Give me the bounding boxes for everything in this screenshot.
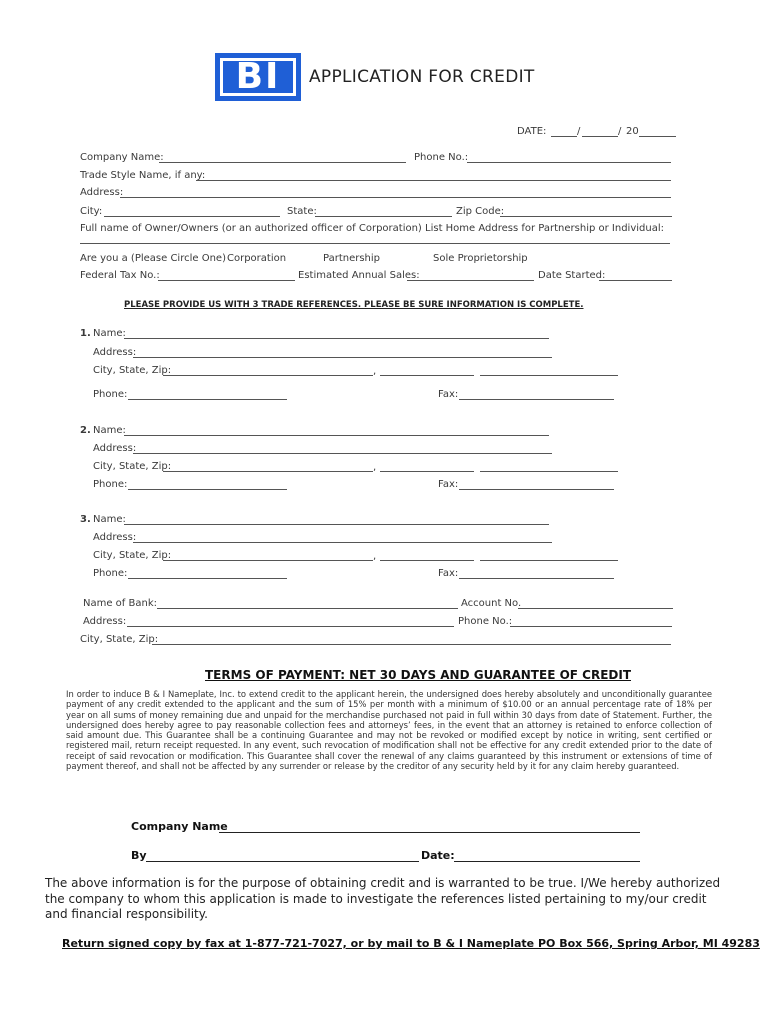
ref-1-zip-field[interactable] bbox=[480, 375, 618, 376]
ref-2-comma: , bbox=[373, 462, 377, 473]
circle-one-label: Are you a (Please Circle One) bbox=[80, 253, 226, 264]
ref-2-zip-field[interactable] bbox=[480, 471, 618, 472]
state-field[interactable] bbox=[315, 216, 452, 217]
phone-field[interactable] bbox=[467, 162, 671, 163]
bank-phone-field[interactable] bbox=[510, 626, 672, 627]
owners-label: Full name of Owner/Owners (or an authorized officer of Corporation) List Home Address for Partnership or Individual: bbox=[80, 223, 664, 234]
ref-3-address-field[interactable] bbox=[133, 542, 552, 543]
ref-2-name-label: Name: bbox=[93, 425, 126, 436]
sig-date-label: Date: bbox=[421, 849, 455, 862]
ref-3-name-field[interactable] bbox=[124, 524, 549, 525]
terms-body: In order to induce B & I Nameplate, Inc. to extend credit to the applicant herein, the undersigned does hereby absolutely and unconditionally guarantee payment of any credit extended to the applicant and the sum of 15% per month with a minimum of $10.00 or an annual percentage rate of 18% per year on all sums of money remaining due and unpaid for the merchandise purchased not paid in full within 30 days from date of Statement. Further, the undersigned does hereby agree to pay reasonable collection fees and attorneys’ fees, in the event that an attorney is retained to enforce collection of said amount due. This Guarantee shall be a continuing Guarantee and may not be revoked or modified except by notice in writing, sent certified or registered mail, return receipt requested. In any event, such revocation of modification shall not be effective for any credit extended prior to the date of receipt of said revocation or modification. This Guarantee shall cover the renewal of any claims guaranteed by this instrument or extensions of time of payment thereof, and shall not be affected by any surrender or release by the creditor of any security held by it for any claim hereby guaranteed. bbox=[66, 689, 712, 772]
bank-account-label: Account No. bbox=[461, 598, 522, 609]
bank-account-field[interactable] bbox=[518, 608, 673, 609]
ref-3-comma: , bbox=[373, 551, 377, 562]
ref-1-phone-label: Phone: bbox=[93, 389, 128, 400]
ref-3-number: 3. bbox=[80, 514, 91, 525]
date-started-field[interactable] bbox=[599, 280, 672, 281]
page-title: APPLICATION FOR CREDIT bbox=[309, 67, 535, 87]
date-day-field[interactable] bbox=[582, 136, 618, 137]
bank-address-field[interactable] bbox=[127, 626, 454, 627]
ref-1-fax-label: Fax: bbox=[438, 389, 459, 400]
sig-company-name-label: Company Name bbox=[131, 820, 228, 833]
ref-3-zip-field[interactable] bbox=[480, 560, 618, 561]
bank-name-field[interactable] bbox=[157, 608, 458, 609]
trade-style-field[interactable] bbox=[196, 180, 671, 181]
trade-style-label: Trade Style Name, if any: bbox=[80, 170, 206, 181]
ref-1-fax-field[interactable] bbox=[459, 399, 614, 400]
bank-phone-label: Phone No.: bbox=[458, 616, 513, 627]
annual-sales-label: Estimated Annual Sales: bbox=[298, 270, 420, 281]
date-sep-2: / bbox=[618, 126, 622, 137]
date-year-prefix: 20 bbox=[626, 126, 639, 137]
references-heading: PLEASE PROVIDE US WITH 3 TRADE REFERENCES. PLEASE BE SURE INFORMATION IS COMPLETE. bbox=[124, 300, 584, 310]
ref-3-fax-label: Fax: bbox=[438, 568, 459, 579]
ref-1-city-field[interactable] bbox=[163, 375, 373, 376]
ref-1-city-label: City, State, Zip: bbox=[93, 365, 172, 376]
date-month-field[interactable] bbox=[551, 136, 577, 137]
bi-logo-text: BI bbox=[220, 58, 296, 96]
sig-by-field[interactable] bbox=[146, 861, 419, 862]
ref-3-city-label: City, State, Zip: bbox=[93, 550, 172, 561]
date-year-field[interactable] bbox=[639, 136, 676, 137]
option-partnership[interactable]: Partnership bbox=[323, 253, 381, 264]
ref-1-number: 1. bbox=[80, 328, 91, 339]
ref-2-fax-field[interactable] bbox=[459, 489, 614, 490]
ref-1-name-field[interactable] bbox=[124, 338, 549, 339]
ref-3-fax-field[interactable] bbox=[459, 578, 614, 579]
city-field[interactable] bbox=[104, 216, 280, 217]
sig-by-label: By bbox=[131, 849, 147, 862]
ref-1-state-field[interactable] bbox=[380, 375, 474, 376]
bank-name-label: Name of Bank: bbox=[83, 598, 157, 609]
owners-field[interactable] bbox=[80, 243, 670, 244]
ref-1-comma: , bbox=[373, 366, 377, 377]
ref-3-phone-label: Phone: bbox=[93, 568, 128, 579]
ref-3-city-field[interactable] bbox=[163, 560, 373, 561]
annual-sales-field[interactable] bbox=[407, 280, 534, 281]
sig-company-name-field[interactable] bbox=[219, 832, 640, 833]
ref-2-name-field[interactable] bbox=[124, 435, 549, 436]
option-sole-proprietorship[interactable]: Sole Proprietorship bbox=[433, 253, 528, 264]
ref-2-phone-field[interactable] bbox=[128, 489, 287, 490]
sig-date-field[interactable] bbox=[454, 861, 640, 862]
ref-2-fax-label: Fax: bbox=[438, 479, 459, 490]
ref-1-address-label: Address: bbox=[93, 347, 137, 358]
ref-3-address-label: Address: bbox=[93, 532, 137, 543]
ref-2-address-field[interactable] bbox=[133, 453, 552, 454]
ref-1-phone-field[interactable] bbox=[128, 399, 287, 400]
ref-2-city-field[interactable] bbox=[163, 471, 373, 472]
ref-3-name-label: Name: bbox=[93, 514, 126, 525]
federal-tax-field[interactable] bbox=[158, 280, 295, 281]
date-started-label: Date Started: bbox=[538, 270, 606, 281]
ref-1-address-field[interactable] bbox=[133, 357, 552, 358]
ref-3-phone-field[interactable] bbox=[128, 578, 287, 579]
zip-field[interactable] bbox=[500, 216, 672, 217]
address-label: Address: bbox=[80, 187, 124, 198]
federal-tax-label: Federal Tax No.: bbox=[80, 270, 160, 281]
company-name-field[interactable] bbox=[159, 162, 406, 163]
ref-2-phone-label: Phone: bbox=[93, 479, 128, 490]
ref-3-state-field[interactable] bbox=[380, 560, 474, 561]
ref-2-city-label: City, State, Zip: bbox=[93, 461, 172, 472]
bank-city-field[interactable] bbox=[152, 644, 671, 645]
bi-logo bbox=[215, 53, 301, 101]
ref-2-address-label: Address: bbox=[93, 443, 137, 454]
phone-label: Phone No.: bbox=[414, 152, 469, 163]
ref-1-name-label: Name: bbox=[93, 328, 126, 339]
terms-title: TERMS OF PAYMENT: NET 30 DAYS AND GUARANTEE OF CREDIT bbox=[205, 668, 631, 682]
date-label: DATE: bbox=[517, 126, 547, 137]
bank-city-label: City, State, Zip: bbox=[80, 634, 159, 645]
date-sep-1: / bbox=[577, 126, 581, 137]
bank-address-label: Address: bbox=[83, 616, 127, 627]
ref-2-number: 2. bbox=[80, 425, 91, 436]
return-instructions: Return signed copy by fax at 1-877-721-7027, or by mail to B & I Nameplate PO Box 566, Spring Arbor, MI 49283 bbox=[62, 937, 760, 950]
state-label: State: bbox=[287, 206, 317, 217]
company-name-label: Company Name: bbox=[80, 152, 164, 163]
city-label: City: bbox=[80, 206, 103, 217]
authorization-text: The above information is for the purpose of obtaining credit and is warranted to be true. I/We hereby authorized the company to whom this application is made to investigate the references listed pertaining to my/our credit and financial responsibility. bbox=[45, 876, 721, 921]
ref-2-state-field[interactable] bbox=[380, 471, 474, 472]
option-corporation[interactable]: Corporation bbox=[227, 253, 287, 264]
address-field[interactable] bbox=[120, 197, 671, 198]
zip-label: Zip Code: bbox=[456, 206, 505, 217]
